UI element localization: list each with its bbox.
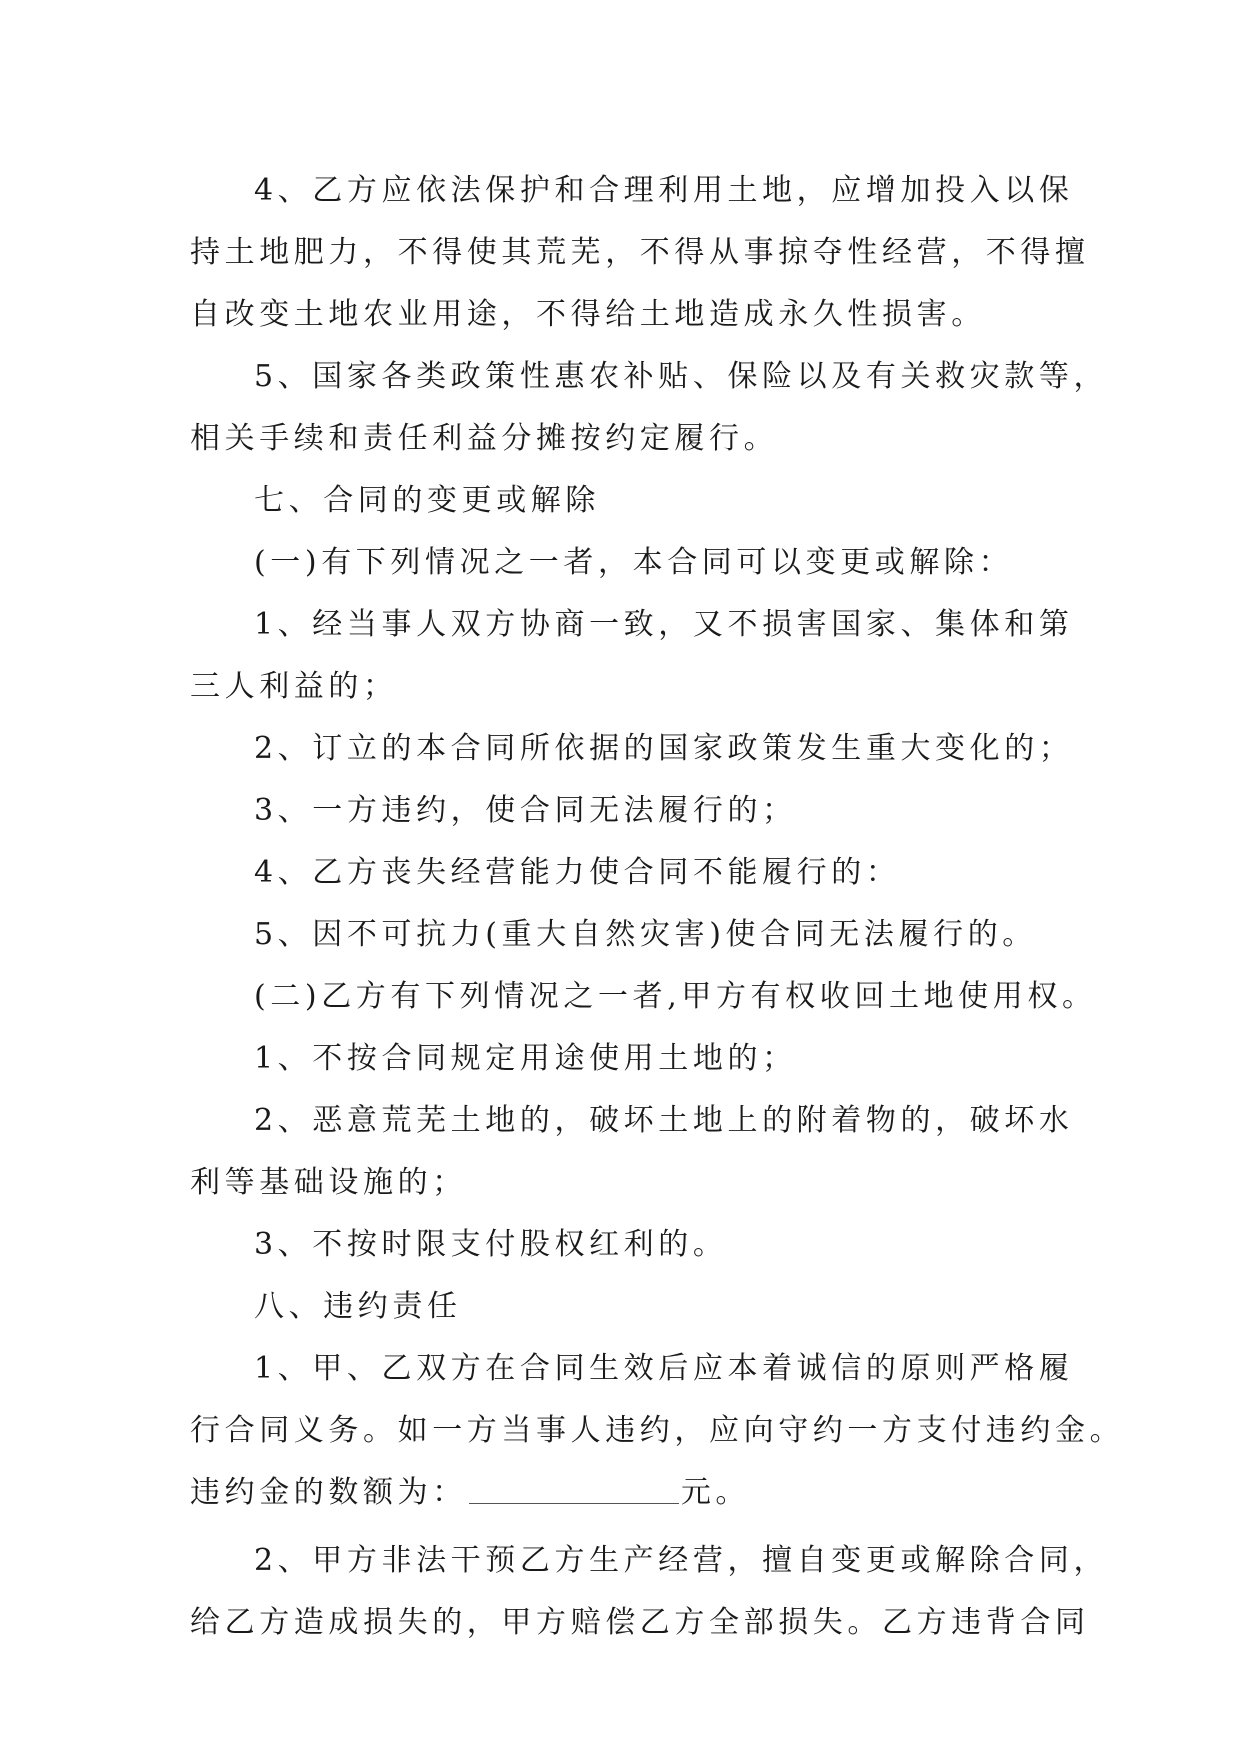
paragraph-line: 三人利益的； <box>190 669 398 704</box>
paragraph-line: 1、不按合同规定用途使用土地的； <box>254 1041 797 1076</box>
sub-heading: (二)乙方有下列情况之一者,甲方有权收回土地使用权。 <box>254 979 1097 1014</box>
paragraph-line: 4、乙方应依法保护和合理利用土地，应增加投入以保 <box>254 173 1074 208</box>
paragraph-line: 1、甲、乙双方在合同生效后应本着诚信的原则严格履 <box>254 1351 1074 1386</box>
paragraph-line: 利等基础设施的； <box>190 1165 467 1200</box>
penalty-amount-label: 违约金的数额为： <box>190 1475 467 1510</box>
paragraph-line: 1、经当事人双方协商一致，又不损害国家、集体和第 <box>254 607 1074 642</box>
paragraph-line: 5、因不可抗力(重大自然灾害)使合同无法履行的。 <box>254 917 1037 952</box>
paragraph-line: 2、恶意荒芜土地的，破坏土地上的附着物的，破坏水 <box>254 1103 1074 1138</box>
paragraph-line: 2、甲方非法干预乙方生产经营，擅自变更或解除合同， <box>254 1543 1109 1578</box>
paragraph-line: 自改变土地农业用途，不得给土地造成永久性损害。 <box>190 297 986 332</box>
currency-unit: 元。 <box>680 1475 751 1510</box>
paragraph-line: 2、订立的本合同所依据的国家政策发生重大变化的； <box>254 731 1074 766</box>
section-heading: 七、合同的变更或解除 <box>254 483 600 518</box>
paragraph-line: 行合同义务。如一方当事人违约，应向守约一方支付违约金。 <box>190 1413 1125 1448</box>
paragraph-line: 4、乙方丧失经营能力使合同不能履行的： <box>254 855 901 890</box>
paragraph-line: 5、国家各类政策性惠农补贴、保险以及有关救灾款等， <box>254 359 1109 394</box>
paragraph-line: 相关手续和责任利益分摊按约定履行。 <box>190 421 779 456</box>
paragraph-line <box>190 1462 1050 1524</box>
paragraph-line: 3、不按时限支付股权红利的。 <box>254 1227 728 1262</box>
paragraph-line: 给乙方造成损失的，甲方赔偿乙方全部损失。乙方违背合同 <box>190 1605 1090 1640</box>
section-heading: 八、违约责任 <box>254 1289 462 1324</box>
paragraph-line: 3、一方违约，使合同无法履行的； <box>254 793 797 828</box>
sub-heading: (一)有下列情况之一者，本合同可以变更或解除： <box>254 545 1014 580</box>
penalty-amount-blank <box>469 1477 679 1504</box>
paragraph-line: 持土地肥力，不得使其荒芜，不得从事掠夺性经营，不得擅 <box>190 235 1090 270</box>
document-body <box>190 160 1125 1654</box>
